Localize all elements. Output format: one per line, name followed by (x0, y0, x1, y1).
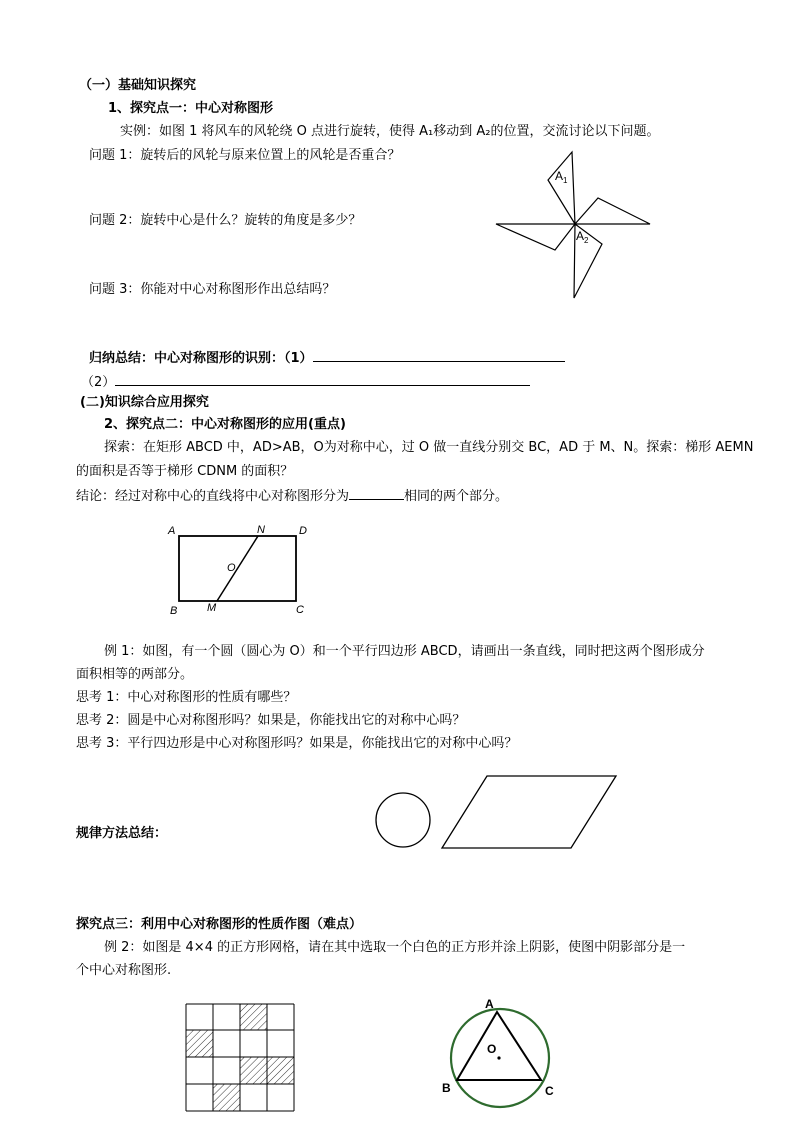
question-1: 问题 1：旋转后的风轮与原来位置上的风轮是否重合？ (89, 148, 401, 163)
shaded-grid-cell (240, 1057, 267, 1084)
rect-label-c: C (296, 604, 304, 616)
windmill-blade-right (575, 198, 650, 224)
example1-line-2: 面积相等的两部分。 (76, 667, 194, 682)
summary-blank-2[interactable] (115, 373, 530, 386)
triangle-circle-figure (438, 995, 563, 1115)
conclusion-line (76, 487, 508, 505)
example2-line-1: 例 2：如图是 4×4 的正方形网格，请在其中选取一个白色的正方形并涂上阴影，使图中阴影部分是一 (104, 940, 686, 955)
rect-label-b: B (170, 605, 178, 617)
rect-label-o: O (227, 562, 236, 574)
windmill-blade-left (496, 224, 575, 250)
summary-blank-1[interactable] (313, 349, 565, 362)
example1-line-1: 例 1：如图，有一个圆（圆心为 O）和一个平行四边形 ABCD，请画出一条直线，同时把这两个图形成分 (104, 644, 705, 659)
rect-label-d: D (299, 525, 307, 537)
conclusion-before: 结论：经过对称中心的直线将中心对称图形分为 (76, 489, 350, 504)
section1-heading: （一）基础知识探究 (79, 78, 197, 93)
summary-label: 归纳总结：中心对称图形的识别：（1） (89, 351, 313, 366)
section2-heading: (二)知识综合应用探究 (80, 395, 209, 410)
center-o-dot (497, 1056, 500, 1059)
explore-line-2: 的面积是否等于梯形 CDNM 的面积？ (76, 464, 294, 479)
question-3: 问题 3：你能对中心对称图形作出总结吗？ (89, 282, 336, 297)
conclusion-after: 相同的两个部分。 (404, 489, 509, 504)
summary-2-label: （2） (81, 375, 116, 390)
tri-label-o: O (487, 1042, 497, 1056)
rect-label-n: N (257, 524, 265, 536)
line-mn (217, 536, 258, 601)
shaded-grid-cell (213, 1084, 240, 1111)
tri-label-b: B (442, 1081, 451, 1095)
shaded-grid-cell (186, 1030, 213, 1057)
tri-label-c: C (545, 1084, 554, 1098)
point2-title: 2、探究点二：中心对称图形的应用(重点) (104, 417, 346, 432)
example2-line-2: 个中心对称图形. (76, 963, 172, 978)
tri-label-a: A (485, 997, 494, 1011)
shaded-grid-cell (267, 1057, 294, 1084)
rectangle-figure (165, 522, 315, 622)
example-intro: 实例：如图 1 将风车的风轮绕 O 点进行旋转，使得 A₁移动到 A₂的位置，交流讨论以下问题。 (120, 124, 660, 139)
shaded-grid-cell (240, 1004, 267, 1030)
parallelogram-abcd (442, 776, 616, 848)
think-3: 思考 3：平行四边形是中心对称图形吗？如果是，你能找出它的对称中心吗？ (76, 736, 518, 751)
explore-line-1: 探索：在矩形 ABCD 中，AD>AB，O为对称中心，过 O 做一直线分别交 BC，AD 于 M、N。探索：梯形 AEMN (104, 440, 754, 455)
rect-label-m: M (207, 602, 217, 614)
point1-title: 1、探究点一：中心对称图形 (108, 101, 274, 116)
windmill-label-a2: $A_2$ (576, 229, 589, 245)
windmill-label-a1: $A_1$ (555, 169, 568, 185)
method-summary: 规律方法总结： (76, 826, 168, 841)
circle-o (376, 793, 430, 847)
rect-label-a: A (168, 525, 176, 537)
windmill-blade-top (548, 152, 575, 224)
circle-parallelogram-figure (370, 772, 620, 852)
think-2: 思考 2：圆是中心对称图形吗？如果是，你能找出它的对称中心吗？ (76, 713, 466, 728)
triangle-abc (457, 1012, 541, 1080)
think-1: 思考 1：中心对称图形的性质有哪些？ (76, 690, 297, 705)
windmill-figure (490, 148, 660, 303)
summary-line-2 (81, 373, 530, 391)
conclusion-blank[interactable] (349, 487, 404, 500)
question-2: 问题 2：旋转中心是什么？旋转的角度是多少？ (89, 213, 362, 228)
grid-4x4-figure (185, 1003, 295, 1115)
point3-title: 探究点三：利用中心对称图形的性质作图（难点） (76, 917, 363, 932)
summary-line-1 (89, 349, 565, 367)
